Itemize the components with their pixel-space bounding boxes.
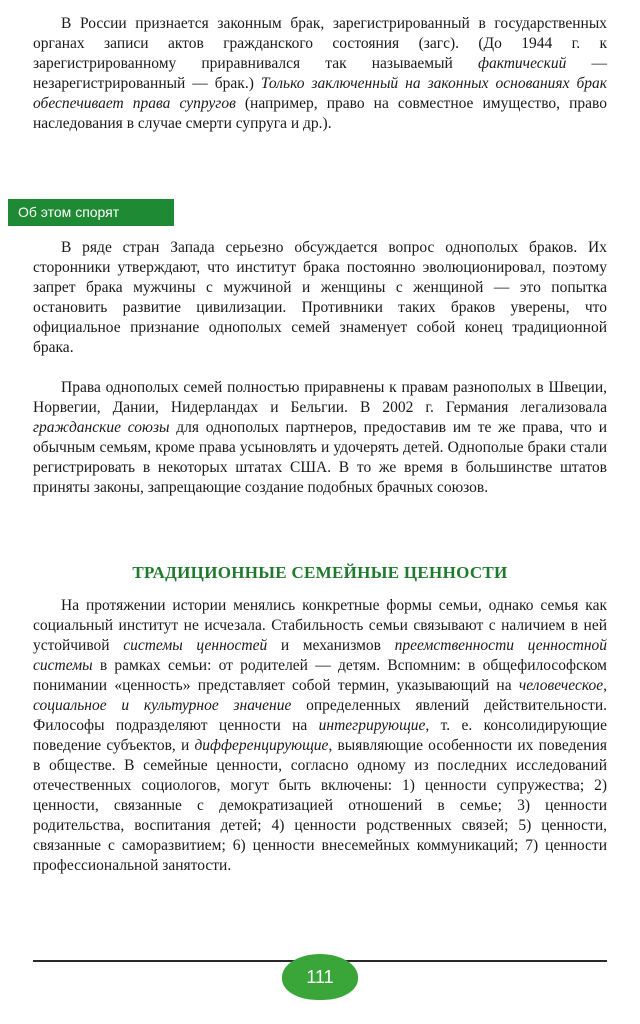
text-run: , выявляющие особенности их поведения в обществе. В семейные ценности, согласно одному из последних исследований отечественных социологов, могут быть включены: 1) ценности супружества; 2) ценности, связанные с демократизацией отношений в семье; 3) ценности родительства, воспитания детей; 4) ценности родственных связей; 5) ценности, связанные с саморазвитием; 6) ценности внесемейных коммуникаций; 7) ценности профессиональной занятости. xyxy=(33,737,608,874)
text-run: для однополых партнеров, предоставив им те же права, что и обычным семьям, кроме права усыновлять и удочерять детей. Однополые браки стали регистрировать в некоторых штатах США. В то же время в большинстве штатов приняты законы, запрещающие создание подобных брачных союзов. xyxy=(33,419,607,496)
text-run: В ряде стран Запада серьезно обсуждается вопрос однополых браков. Их сторонники утверждают, что институт брака постоянно эволюционировал, поэтому запрет брака мужчины с мужчиной и женщины с женщиной — это попытка остановить развитие цивилизации. Противники таких браков уверены, что официальное признание однополых семей знаменует собой конец традиционной брака. xyxy=(33,239,607,356)
italic-term: человеческое, социальное и культурное значение xyxy=(33,677,607,714)
text-run: и механизмов xyxy=(267,637,395,654)
italic-term: интегрирующие xyxy=(318,717,426,734)
section-heading: ТРАДИЦИОННЫЕ СЕМЕЙНЫЕ ЦЕННОСТИ xyxy=(132,563,508,582)
paragraph-same-sex-debate xyxy=(33,238,607,358)
text-run: Права однополых семей полностью приравнены к правам разнополых в Швеции, Норвегии, Дании, Нидерландах и Бельгии. В 2002 г. Германия легализовала xyxy=(33,379,607,416)
text-run: В России признается законным брак, зарегистрированный в государственных органах записи актов гражданского состояния (загс). (До 1944 г. к зарегистрированному приравнивался так называемый xyxy=(33,15,607,72)
page-number-badge: 111 xyxy=(282,954,358,1000)
italic-term: гражданские союзы xyxy=(33,419,170,436)
text-run: определенных явлений действительности. Философы подразделяют ценности на xyxy=(33,697,608,734)
text-run: , т. е. консолидирующие поведение субъектов, и xyxy=(33,717,607,754)
italic-term: системы ценностей xyxy=(123,637,268,654)
italic-term: преемственности ценностной системы xyxy=(33,637,608,674)
italic-term: дифференцирующие xyxy=(194,737,329,754)
text-run: На протяжении истории менялись конкретные формы семьи, однако семья как социальный институт не исчезала. Стабильность семьи связывают с наличием в ней устойчивой xyxy=(33,597,607,654)
paragraph-family-values xyxy=(33,596,607,876)
rubric-label: Об этом спорят xyxy=(8,199,174,226)
paragraph-legal-marriage xyxy=(33,14,607,134)
text-run: (например, право на совместное имущество, право наследования в случае смерти супруга и др.). xyxy=(33,95,607,132)
italic-term: фактический xyxy=(477,55,567,72)
text-run: в рамках семьи: от родителей — детям. Вспомним: в общефилософском понимании «ценность» представляет собой термин, указывающий на xyxy=(33,657,607,694)
text-run: — незарегистрированный — брак.) xyxy=(33,55,607,92)
paragraph-same-sex-rights xyxy=(33,378,607,498)
italic-term: Только заключенный на законных основаниях брак обеспечивает права супругов xyxy=(33,75,607,112)
